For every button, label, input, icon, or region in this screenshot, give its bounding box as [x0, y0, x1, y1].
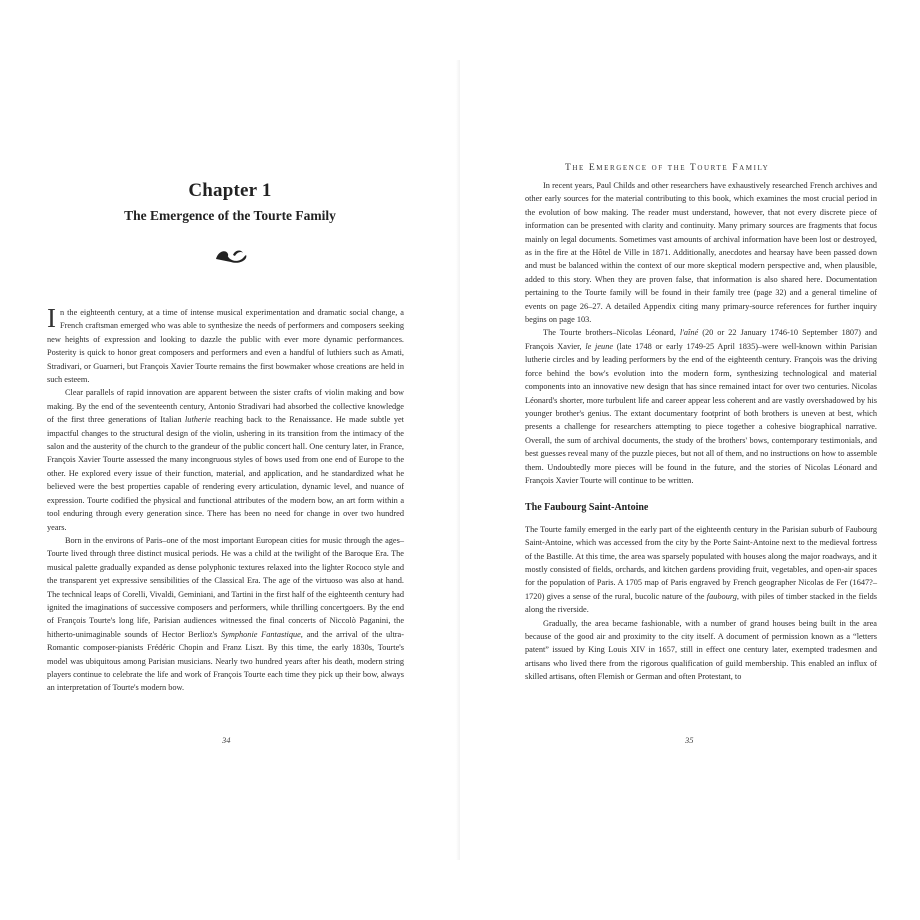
chapter-title: Chapter 1: [188, 180, 272, 201]
page-number: 34: [222, 735, 231, 745]
chapter-subtitle: The Emergence of the Tourte Family: [124, 208, 336, 223]
section-heading: The Faubourg Saint-Antoine: [525, 502, 649, 514]
running-head: The Emergence of the Tourte Family: [565, 163, 770, 173]
paragraph: Born in the environs of Paris–one of the most important European cities for music through the ages–Tourte lived through three distinct musical periods. He was a child at the twilight of the Baroque Era. The musical palette gradually expanded as dense polyphonic textures relaxed into the lighter Rococo style and the transparent yet expressive sensibilities of the Classical Era. The age of the virtuoso was also at hand. The technical leaps of Corelli, Vivaldi, Geminiani, and Tartini in the first half of the eighteenth century had ignited the imaginations of successive composers and performers, while thrilling concertgoers. By the end of François Tourte's long life, Parisian audiences witnessed the final concerts of Niccolò Paganini, the hitherto-unimaginable sounds of Hector Berlioz's Symphonie Fantastique, and the arrival of the ultra-Romantic composer-pianists Frédéric Chopin and Franz Liszt. By this time, the early 1830s, Tourte's model was ubiquitous among Parisian musicians. Nearly two hundred years after his death, modern string players continue to celebrate the life and work of François Tourte each time they pick up their bow, always an interpretation of Tourte's modern bow.: [47, 535, 404, 693]
drop-cap: I: [47, 303, 56, 333]
paragraph: The Tourte family emerged in the early part of the eighteenth century in the Parisian suburb of Faubourg Saint-Antoine, which was accessed from the city by the Porte Saint-Antoine next to the medieval fortress of the Bastille. At this time, the area was sparsely populated with houses along the major roadways, and it mostly consisted of fields, orchards, and kitchen gardens providing fruit, vegetables, and open-air spaces for the population of Paris. A 1705 map of Paris engraved by French geographer Nicolas de Fer (1647?–1720) gives a sense of the rural, bucolic nature of the faubourg, with piles of timber stacked in the fields along the riverside.: [525, 524, 878, 615]
paragraph: The Tourte brothers–Nicolas Léonard, l'aîné (20 or 22 January 1746-10 September 1807) and François Xavier, le jeune (late 1748 or early 1749-25 April 1835)–were well-known within Parisian lutherie circles and by leading performers by the end of the eighteenth century. François was the driving force behind the bow's evolution into the modern form, synthesizing technological and material components into an innovative new design that has since remained intact for over two centuries. Nicolas Léonard's shorter, more turbulent life and career appear less coherent and are vastly overshadowed by his younger brother's genius. The extant documentary footprint of both brothers is uneven at best, which presents a challenge for researchers attempting to piece together a cohesive biographical narrative. Overall, the sum of archival documents, the study of the brothers' bows, contemporary testimonials, and best guesses reveal many of the puzzle pieces, but not all of them, and no instructions on how to assemble them. Undoubtedly more pieces will be found in the future, and the stories of Nicolas Léonard and François Xavier Tourte will continue to be written.: [525, 328, 878, 485]
paragraph: Gradually, the area became fashionable, with a number of grand houses being built in the area because of the good air and proximity to the city itself. A document of permission known as a “letters patent” issued by King Louis XIV in 1657, still in effect one century later, exempted tradesmen and artisans who lived there from the rigorous qualification of guild membership. This enabled an influx of skilled artisans, often Flemish or German and often Protestant, to: [525, 618, 877, 682]
page-number: 35: [685, 735, 694, 745]
paragraph: In recent years, Paul Childs and other researchers have exhaustively researched French archives and other early sources for the material contributing to this book, which examines the most crucial period in the evolution of bow making. The reader must understand, however, that not every discrete piece of information can be presented with clarity and continuity. Many primary sources are fragments that focus mainly on legal documents. Sometimes vast amounts of archival information have been lost or destroyed, as in the fire at the Hôtel de Ville in 1871. Additionally, anecdotes and hearsay have been passed down and must be balanced within the context of our more skeptical modern perspective and, when plausible, added to this story. When they are proven false, that information is also shared here. Documentation pertaining to the Tourte family will be found in their family tree (page 32) and a general timeline of events on page 26–27. A detailed Appendix citing many primary-source references for further inquiry begins on page 103.: [525, 181, 877, 325]
paragraph: In the eighteenth century, at a time of intense musical experimentation and dramatic social change, a French craftsman emerged who was able to synthesize the needs of performers and composers seeking new heights of expression and looking to dazzle the public with ever more dynamic performances. Posterity is quick to honor great composers and performers and even a handful of luthiers such as Amati, Stradivari, or Guarneri, but François Xavier Tourte remains the first bowmaker whose creations are held in such esteem.: [47, 303, 404, 385]
right-page: [460, 0, 920, 920]
left-body-text: [47, 303, 404, 695]
paragraph: Clear parallels of rapid innovation are apparent between the sister crafts of violin making and bow making. By the end of the seventeenth century, Antonio Stradivari had absorbed the collective knowledge of the first three generations of Italian lutherie reaching back to the Renaissance. He made subtle yet impactful changes to the structural design of the violin, ushering in its transition from the intimacy of the salon and the austerity of the church to the grandeur of the public concert hall. One century later, in France, François Xavier Tourte assessed the many incongruous styles of bows used from one end of Europe to the other. He explored every issue of their function, material, and application, and he standardized what he believed were the best properties capable of rendering every articulation, dynamic level, and nuance of expression. Tourte codified the physical and functional attributes of the modern bow, an art form within a tool enduring through every generation since. There has been no need for change in over two hundred years.: [47, 388, 404, 532]
right-body-text: [525, 179, 877, 684]
flourish-ornament-icon: [213, 245, 249, 265]
